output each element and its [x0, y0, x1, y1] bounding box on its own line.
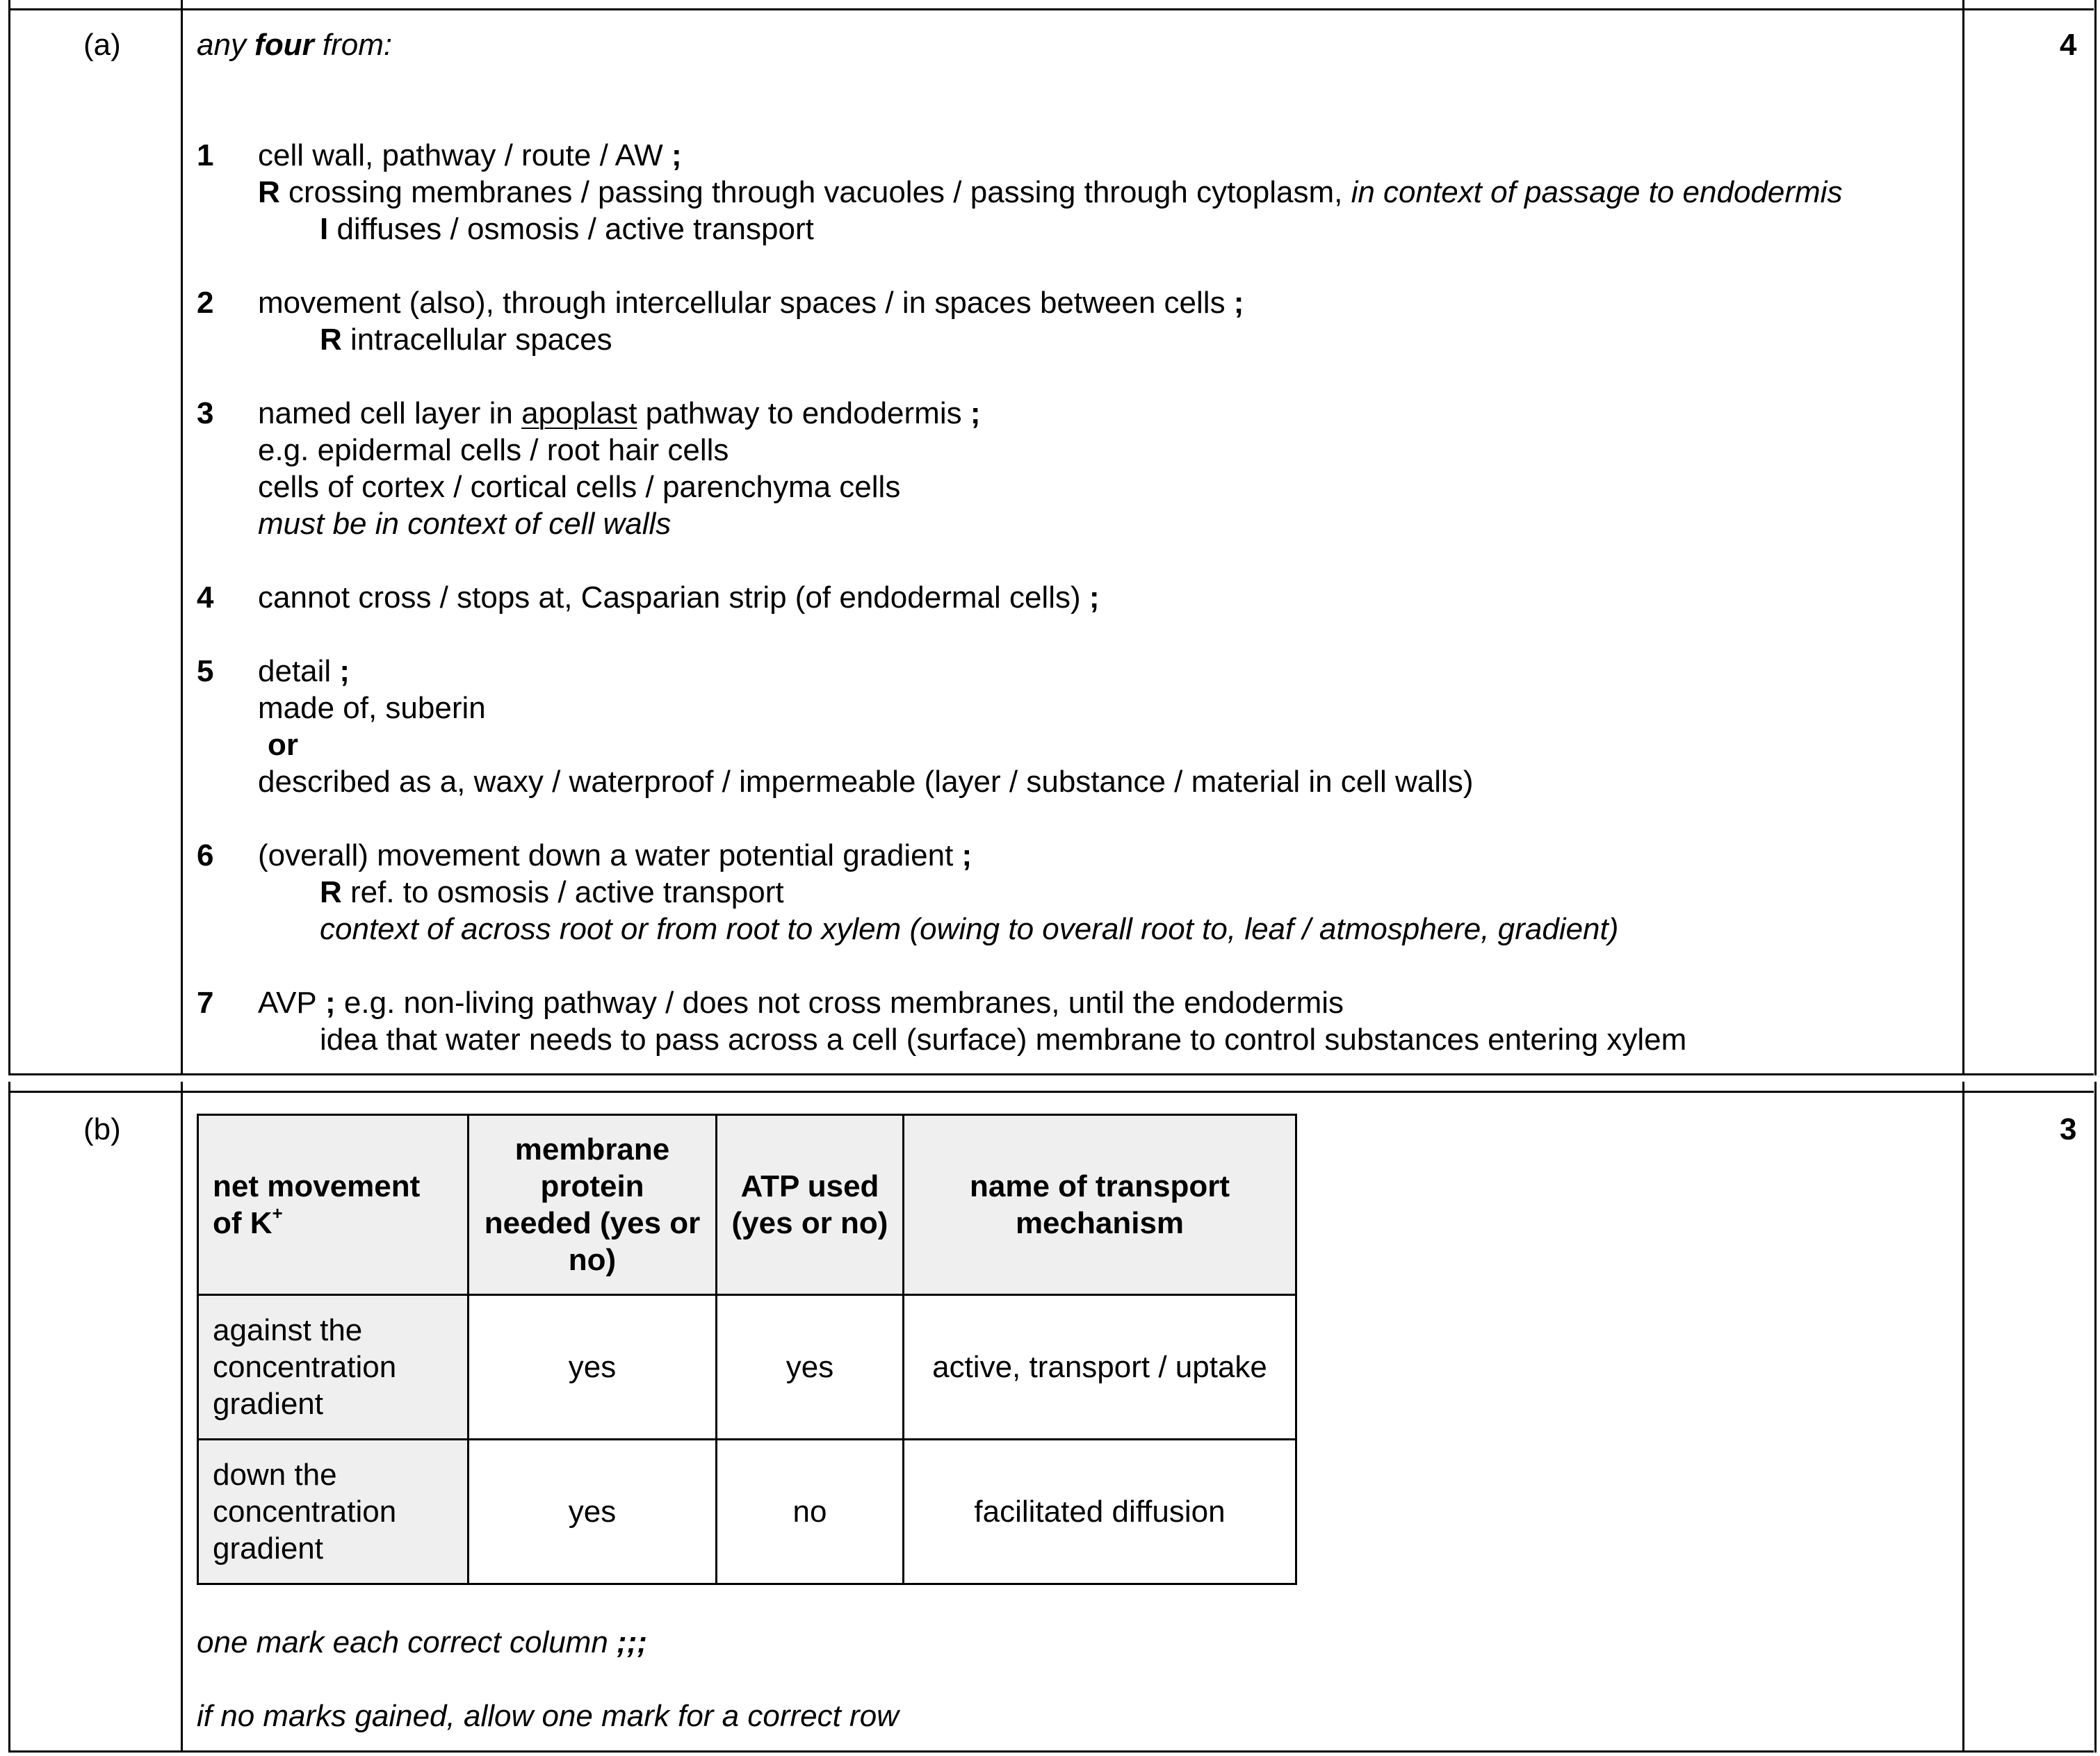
- header-net-movement-text: net movement of K: [213, 1169, 421, 1240]
- marks-divider-a: [1962, 0, 1964, 1075]
- point-6-semicolon: ;: [953, 838, 972, 872]
- left-border-b: [8, 1082, 10, 1753]
- point-3-number: 3: [197, 396, 214, 430]
- bottom-border: [8, 1750, 2094, 1753]
- point-3-line-2: e.g. epidermal cells / root hair cells: [258, 433, 729, 467]
- row-1-atp: yes: [717, 1295, 904, 1440]
- point-2-text: movement (also), through intercellular spaces / in spaces between cells: [258, 286, 1226, 320]
- reject-marker: R: [320, 875, 342, 909]
- point-5-main: [258, 653, 350, 690]
- point-5-line-2: made of, suberin: [258, 691, 486, 725]
- marks-divider-b: [1962, 1082, 1964, 1753]
- row-2-protein: yes: [469, 1440, 717, 1584]
- note-1-marks: ;;;: [617, 1625, 648, 1659]
- row-1-movement: against the concentration gradient: [198, 1295, 469, 1440]
- point-1-text: cell wall, pathway / route / AW: [258, 138, 663, 172]
- reject-marker: R: [320, 323, 342, 357]
- part-a-marks: 4: [2060, 28, 2077, 62]
- intro-from: from:: [314, 28, 393, 62]
- intro-any: any: [197, 28, 255, 62]
- point-1-number: 1: [197, 138, 214, 172]
- point-2-reject-text: intracellular spaces: [341, 323, 612, 357]
- point-5-number: 5: [197, 654, 214, 688]
- point-7-semicolon: ;: [316, 986, 336, 1020]
- part-a-bottom-border: [8, 1073, 2094, 1075]
- part-a-intro: [197, 26, 392, 63]
- top-border: [8, 8, 2094, 10]
- point-2-main: [258, 284, 1244, 321]
- part-a-label: (a): [83, 28, 121, 62]
- left-border-a: [8, 0, 10, 1075]
- point-5-text: detail: [258, 654, 332, 688]
- point-4-number: 4: [197, 580, 214, 615]
- table-row: [198, 1440, 1296, 1584]
- point-3-semicolon: ;: [961, 396, 981, 430]
- point-5-semicolon: ;: [331, 654, 350, 688]
- header-membrane-protein: membrane protein needed (yes or no): [469, 1115, 717, 1295]
- point-2-semicolon: ;: [1225, 286, 1244, 320]
- label-divider-a: [181, 0, 183, 1075]
- point-6-number: 6: [197, 838, 214, 872]
- point-6-text: (overall) movement down a water potential gradient: [258, 838, 954, 872]
- note-1-text: one mark each correct column: [197, 1625, 617, 1659]
- label-divider-b: [181, 1082, 183, 1753]
- point-1-ignore-text: diffuses / osmosis / active transport: [328, 212, 814, 246]
- point-4-text: cannot cross / stops at, Casparian strip (of endodermal cells): [258, 580, 1081, 615]
- point-7-line-2: idea that water needs to pass across a cell (surface) membrane to control substances entering xylem: [320, 1023, 1687, 1057]
- ignore-marker: I: [320, 212, 329, 246]
- point-3-main: [258, 395, 980, 432]
- point-6-context: context of across root or from root to xylem (owing to overall root to, leaf / atmosphere, gradient): [320, 912, 1619, 946]
- row-1-mechanism: active, transport / uptake: [904, 1295, 1296, 1440]
- point-7-main: [258, 984, 1344, 1021]
- row-2-movement: down the concentration gradient: [198, 1440, 469, 1584]
- table-row: [198, 1295, 1296, 1440]
- row-2-mechanism: facilitated diffusion: [904, 1440, 1296, 1584]
- point-3-line-3: cells of cortex / cortical cells / parenchyma cells: [258, 470, 901, 504]
- point-7-text: e.g. non-living pathway / does not cross membranes, until the endodermis: [335, 986, 1344, 1020]
- intro-four: four: [254, 28, 314, 62]
- point-5-or: or: [268, 728, 298, 762]
- point-3-line-4: must be in context of cell walls: [258, 507, 671, 541]
- point-1-main: [258, 137, 682, 174]
- point-4-semicolon: ;: [1080, 580, 1100, 615]
- point-3-text-post: pathway to endodermis: [637, 396, 962, 430]
- point-6-main: [258, 837, 972, 874]
- point-2-reject: [320, 321, 612, 358]
- part-b-label: (b): [83, 1112, 121, 1146]
- header-atp-used: ATP used (yes or no): [717, 1115, 904, 1295]
- point-1-reject-text: crossing membranes / passing through vacuoles / passing through cytoplasm,: [279, 175, 1351, 209]
- reject-marker: R: [258, 175, 280, 209]
- part-b-note-2: if no marks gained, allow one mark for a correct row: [197, 1699, 899, 1733]
- row-1-protein: yes: [469, 1295, 717, 1440]
- header-net-movement: [198, 1115, 469, 1295]
- point-4-main: [258, 579, 1100, 616]
- point-6-reject-text: ref. to osmosis / active transport: [341, 875, 784, 909]
- row-2-atp: no: [717, 1440, 904, 1584]
- header-transport-mechanism: name of transport mechanism: [904, 1115, 1296, 1295]
- point-1-reject: [258, 174, 1842, 211]
- part-b-top-border: [8, 1091, 2094, 1093]
- point-7-avp: AVP: [258, 986, 317, 1020]
- apoplast-term: apoplast: [521, 396, 637, 430]
- point-7-number: 7: [197, 986, 214, 1020]
- right-border-a: [2094, 0, 2097, 1075]
- table-header-row: [198, 1115, 1296, 1295]
- part-b-marks: 3: [2060, 1112, 2077, 1146]
- part-b-note-1: [197, 1624, 647, 1661]
- point-1-semicolon: ;: [662, 138, 682, 172]
- point-6-reject: [320, 874, 784, 911]
- right-border-b: [2094, 1082, 2097, 1753]
- point-2-number: 2: [197, 286, 214, 320]
- k-plus-superscript: +: [272, 1203, 283, 1224]
- point-1-ignore: [320, 211, 814, 247]
- transport-table: [197, 1114, 1297, 1585]
- point-3-text-pre: named cell layer in: [258, 396, 522, 430]
- point-5-line-4: described as a, waxy / waterproof / impermeable (layer / substance / material in cell walls): [258, 765, 1474, 799]
- point-1-reject-context: in context of passage to endodermis: [1351, 175, 1843, 209]
